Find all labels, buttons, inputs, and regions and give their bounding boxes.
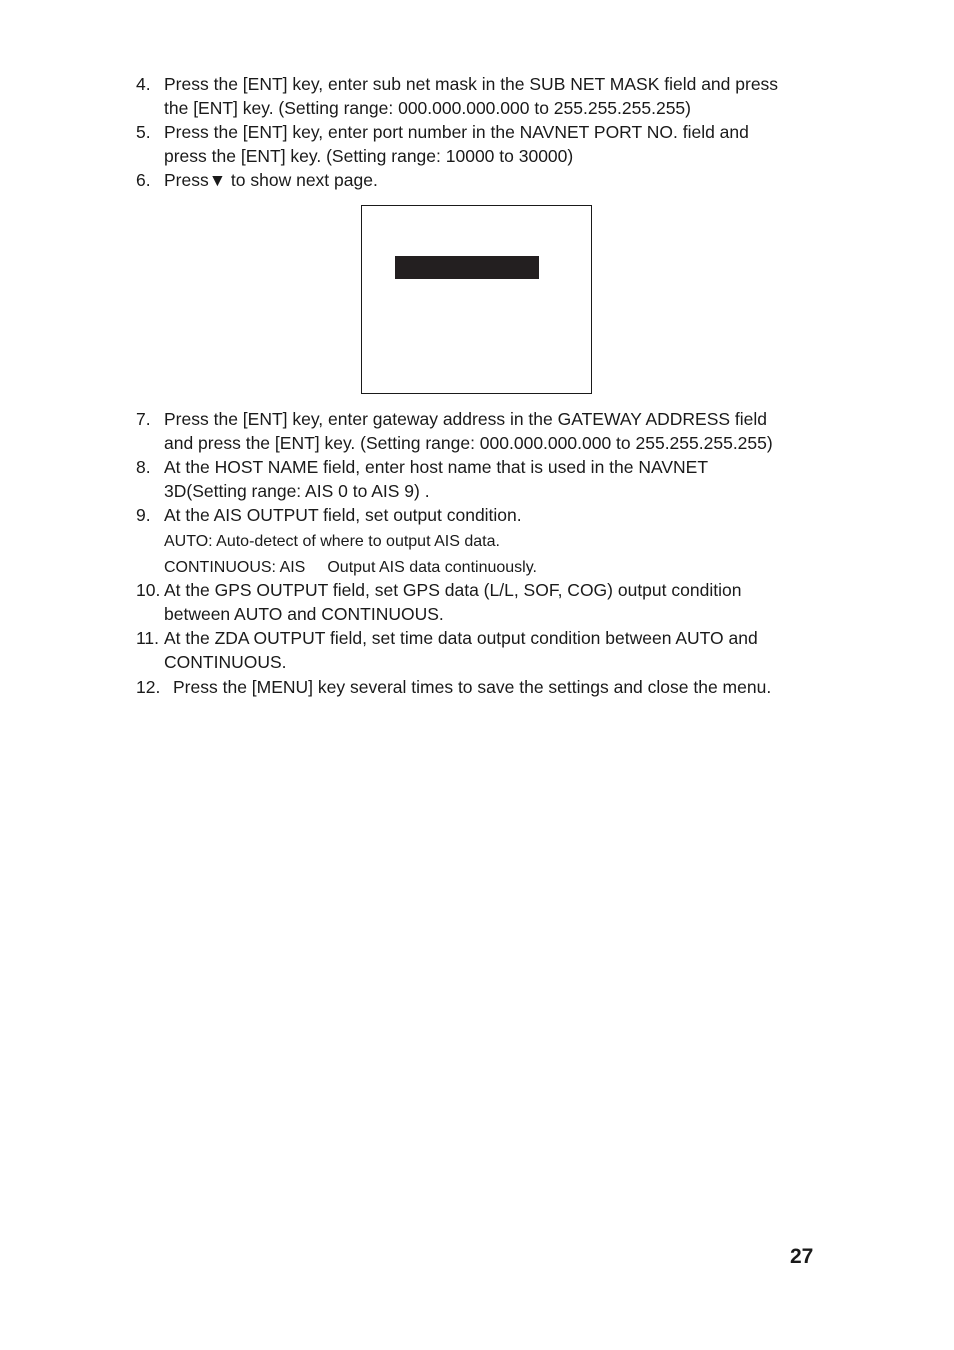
step-text-line: Press the [ENT] key, enter port number in the NAVNET PORT NO. field and (164, 122, 749, 142)
step-number: 9. (136, 505, 151, 525)
step-text-line: At the AIS OUTPUT field, set output condition. (164, 505, 522, 525)
step-text-line: Press the [ENT] key, enter gateway address in the GATEWAY ADDRESS field (164, 409, 768, 429)
ais-auto-note: AUTO: Auto-detect of where to output AIS data. (164, 533, 500, 550)
step-text-line: At the ZDA OUTPUT field, set time data output condition between AUTO and (164, 628, 758, 648)
step-text-line: the [ENT] key. (Setting range: 000.000.000.000 to 255.255.255.255) (164, 98, 691, 118)
ais-continuous-note (164, 557, 537, 579)
ais-continuous-label: CONTINUOUS: AIS (164, 559, 306, 576)
step-number: 11. (136, 628, 160, 648)
step-number: 8. (136, 457, 151, 477)
step-text-line: between AUTO and CONTINUOUS. (164, 604, 444, 624)
step-number: 5. (136, 122, 151, 142)
step-text-line: At the GPS OUTPUT field, set GPS data (L/L, SOF, COG) output condition (164, 580, 742, 600)
step-number: 7. (136, 409, 151, 429)
step-text-line: and press the [ENT] key. (Setting range: 000.000.000.000 to 255.255.255.255) (164, 433, 773, 453)
step-number: 12. (136, 677, 161, 697)
menu-screen-figure (361, 205, 592, 394)
step-text-line: Press▼ to show next page. (164, 170, 378, 190)
step-text-line: 3D(Setting range: AIS 0 to AIS 9) . (164, 481, 430, 501)
highlight-bar (395, 256, 539, 279)
step-text-line: At the HOST NAME field, enter host name that is used in the NAVNET (164, 457, 709, 477)
step-text-line: Press the [MENU] key several times to save the settings and close the menu. (173, 677, 772, 697)
page-number: 27 (790, 1245, 814, 1268)
step-text-line: CONTINUOUS. (164, 652, 287, 672)
step-text-line: Press the [ENT] key, enter sub net mask in the SUB NET MASK field and press (164, 74, 779, 94)
step-number: 4. (136, 74, 151, 94)
step-number: 10. (136, 580, 161, 600)
step-number: 6. (136, 170, 151, 190)
step-text-line: press the [ENT] key. (Setting range: 10000 to 30000) (164, 146, 574, 166)
ais-continuous-desc: Output AIS data continuously. (327, 559, 537, 576)
